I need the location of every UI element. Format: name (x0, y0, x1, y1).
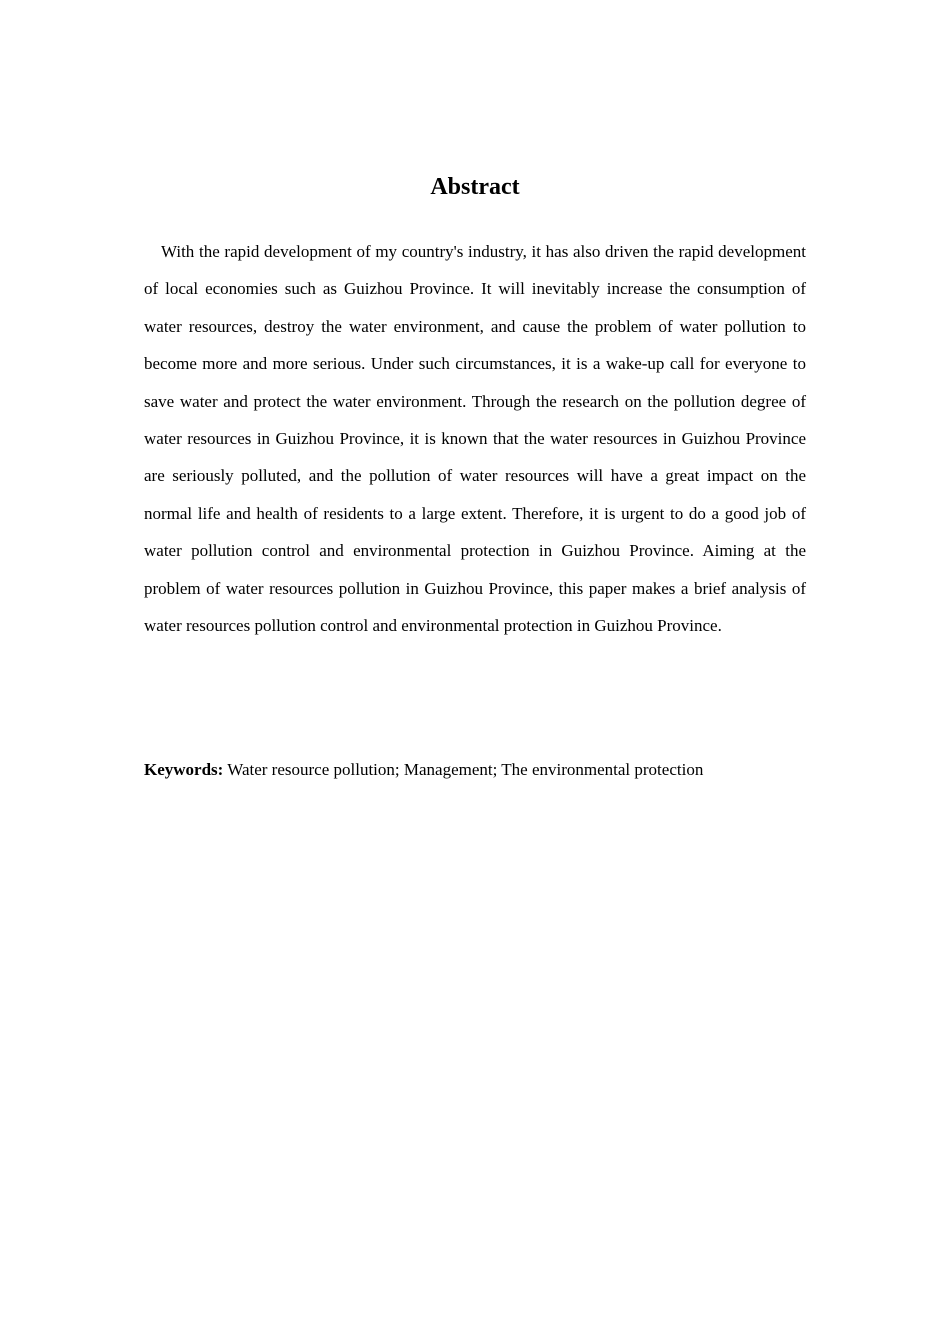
abstract-body: With the rapid development of my country's industry, it has also driven the rapid development of local economies such as Guizhou Province. It will inevitably increase the consumption of water resources, destroy the water environment, and cause the problem of water pollution to become more and more serious. Under such circumstances, it is a wake-up call for everyone to save water and protect the water environment. Through the research on the pollution degree of water resources in Guizhou Province, it is known that the water resources in Guizhou Province are seriously polluted, and the pollution of water resources will have a great impact on the normal life and health of residents to a large extent. Therefore, it is urgent to do a good job of water pollution control and environmental protection in Guizhou Province. Aiming at the problem of water resources pollution in Guizhou Province, this paper makes a brief analysis of water resources pollution control and environmental protection in Guizhou Province. (144, 242, 806, 636)
keywords-label: Keywords: (144, 760, 224, 779)
keywords-text: Water resource pollution; Management; The environmental protection (223, 760, 704, 779)
keywords-line (144, 754, 806, 786)
abstract-title: Abstract (430, 174, 520, 200)
